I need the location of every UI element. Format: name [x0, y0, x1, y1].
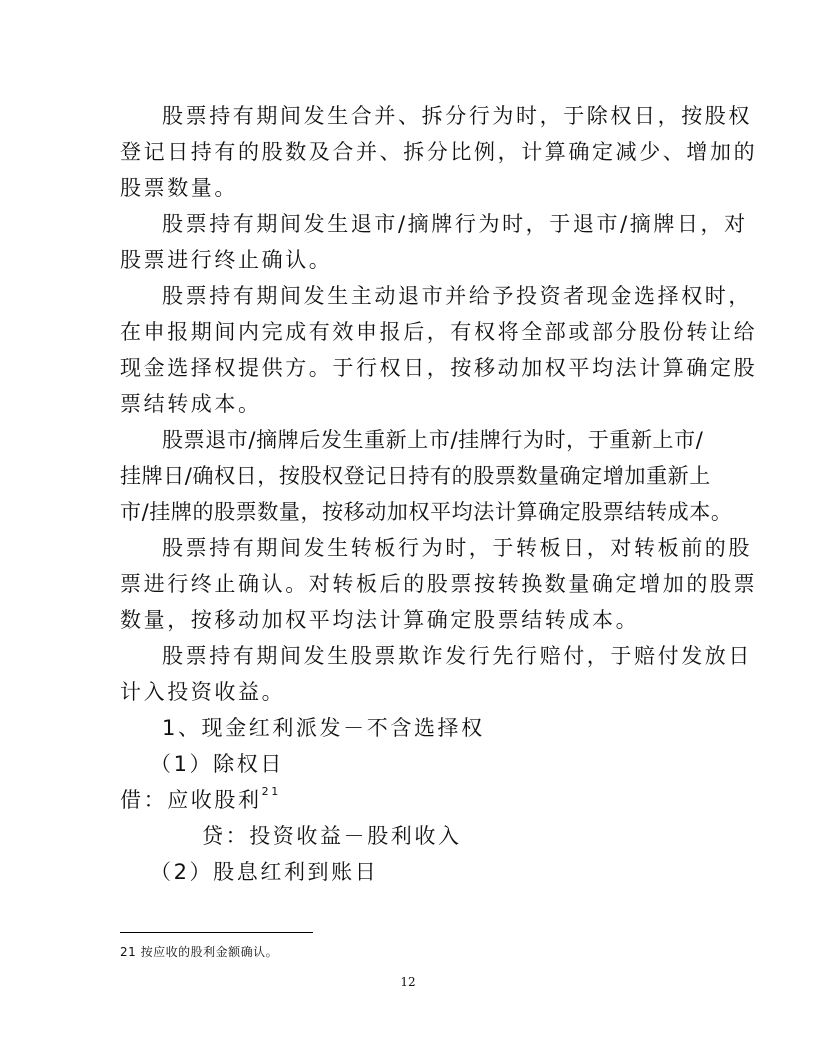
- paragraph-line: 票进行终止确认。对转板后的股票按转换数量确定增加的股票: [120, 572, 758, 596]
- subsection-heading: （2）股息红利到账日: [150, 860, 379, 884]
- paragraph-line: 股票持有期间发生退市/摘牌行为时，于退市/摘牌日，对: [162, 212, 748, 236]
- paragraph-line: 票结转成本。: [120, 392, 262, 416]
- subsection-heading: （1）除权日: [150, 752, 284, 776]
- footnote: 21 按应收的股利金额确认。: [120, 945, 279, 959]
- paragraph-line: 数量，按移动加权平均法计算确定股票结转成本。: [120, 608, 640, 632]
- paragraph-line: 股票数量。: [120, 176, 238, 200]
- paragraph-line: 股票持有期间发生股票欺诈发行先行赔付，于赔付发放日: [162, 644, 752, 668]
- paragraph-line: 现金选择权提供方。于行权日，按移动加权平均法计算确定股: [120, 356, 758, 380]
- credit-entry: 贷：投资收益－股利收入: [202, 824, 462, 848]
- footnote-separator: [120, 932, 313, 933]
- body-text: [120, 98, 758, 890]
- paragraph-line: 计入投资收益。: [120, 680, 286, 704]
- section-heading: 1、现金红利派发－不含选择权: [162, 716, 485, 740]
- paragraph-line: 股票持有期间发生合并、拆分行为时，于除权日，按股权: [162, 104, 752, 128]
- paragraph-line: 股票退市/摘牌后发生重新上市/挂牌行为时，于重新上市/: [162, 428, 704, 452]
- debit-entry-text: 借：应收股利: [120, 788, 262, 812]
- debit-entry: [120, 782, 700, 818]
- paragraph-line: 在申报期间内完成有效申报后，有权将全部或部分股份转让给: [120, 320, 758, 344]
- paragraph-line: 股票进行终止确认。: [120, 248, 333, 272]
- page-number: 12: [400, 975, 416, 989]
- paragraph-line: 股票持有期间发生主动退市并给予投资者现金选择权时，: [162, 284, 752, 308]
- paragraph-line: 挂牌日/确权日，按股权登记日持有的股票数量确定增加重新上: [120, 464, 711, 488]
- paragraph-line: 市/挂牌的股票数量，按移动加权平均法计算确定股票结转成本。: [120, 500, 733, 524]
- footnote-reference: 21: [261, 785, 281, 798]
- paragraph-line: 登记日持有的股数及合并、拆分比例，计算确定减少、增加的: [120, 140, 758, 164]
- paragraph-line: 股票持有期间发生转板行为时，于转板日，对转板前的股: [162, 536, 752, 560]
